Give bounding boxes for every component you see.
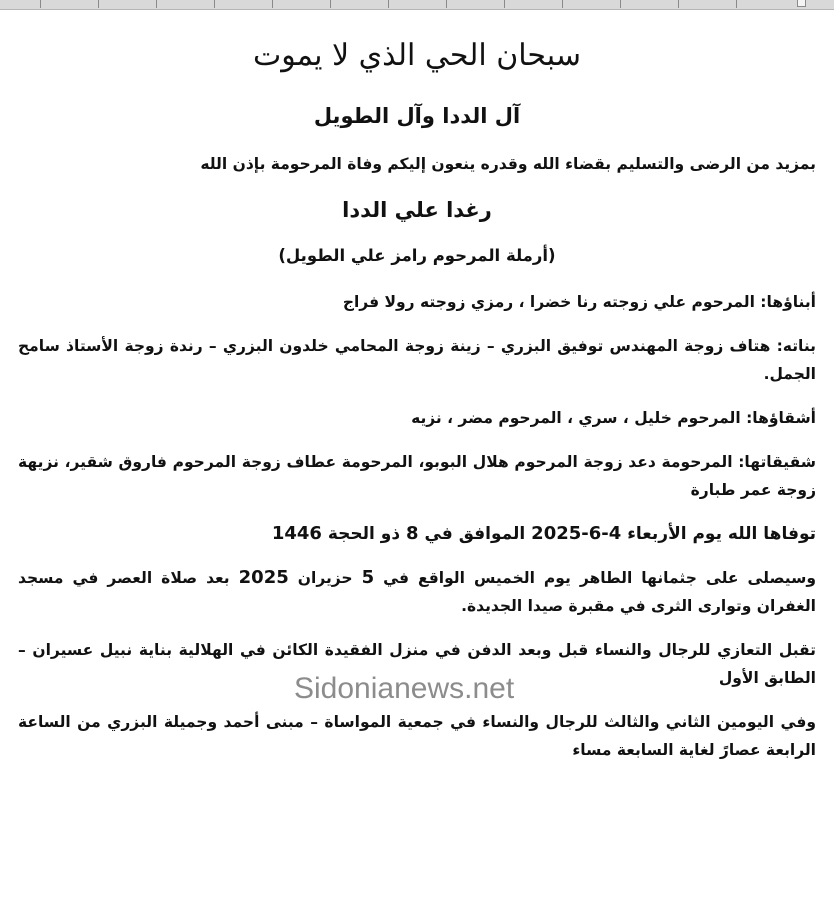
site-watermark: Sidonianews.net: [294, 672, 515, 705]
ruler-tick: [156, 0, 157, 8]
death-date-hijri-year: 1446: [271, 523, 322, 544]
intro-line: بمزيد من الرضى والتسليم بقضاء الله وقدره ينعون إليكم وفاة المرحومة بإذن الله: [200, 155, 816, 173]
ruler-tick: [446, 0, 447, 8]
sons-paragraph: أبناؤها: المرحوم علي زوجته رنا خضرا ، رمزي زوجته رولا فراج: [342, 293, 816, 311]
funeral-day: 5: [361, 567, 375, 588]
death-date-hijri-day: 8: [406, 523, 419, 544]
funeral-paragraph: [18, 564, 816, 620]
brothers-paragraph: أشقاؤها: المرحوم خليل ، سري ، المرحوم مضر ، نزيه: [411, 409, 816, 427]
ruler-tick: [504, 0, 505, 8]
sisters-paragraph: شقيقاتها: المرحومة دعد زوجة المرحوم هلال البوبو، المرحومة عطاف زوجة المرحوم فاروق شقير، نزيهة زوجة عمر طبارة: [18, 453, 816, 499]
death-date-hijri-month: ذو الحجة: [321, 524, 406, 544]
ruler-bar: [0, 0, 834, 10]
death-date-paragraph: [18, 520, 816, 548]
ruler-tick: [330, 0, 331, 8]
condolences-block: [18, 636, 816, 705]
ruler-tick: [214, 0, 215, 8]
indent-marker-icon[interactable]: [797, 0, 806, 7]
condolences-paragraph-2: وفي اليومين الثاني والثالث للرجال والنساء في جمعية المواساة – مبنى أحمد وجميلة البزري من الساعة الرابعة عصارً لغاية السابعة مساء: [18, 713, 816, 759]
ruler-tick: [736, 0, 737, 8]
funeral-month: حزيران: [288, 569, 362, 587]
daughters-paragraph: بناته: هتاف زوجة المهندس توفيق البزري – زينة زوجة المحامي خلدون البزري – رندة زوجة الأستاذ سامح الجمل.: [18, 337, 816, 383]
death-date-middle: الموافق في: [418, 524, 532, 544]
condolences-paragraph-1: تقبل التعازي للرجال والنساء قبل وبعد الدفن في منزل الفقيدة الكائن في الهلالية بناية نبيل عسيران – الطابق الأول: [18, 641, 816, 687]
ruler-tick: [388, 0, 389, 8]
obituary-document: [18, 30, 816, 780]
ruler-tick: [678, 0, 679, 8]
ruler-tick: [98, 0, 99, 8]
funeral-suffix: بعد صلاة العصر في مسجد الغفران وتوارى الثرى في مقبرة صيدا الجديدة.: [18, 569, 816, 615]
ruler-tick: [272, 0, 273, 8]
death-date-prefix: توفاها الله يوم الأربعاء: [621, 524, 816, 544]
death-date-gregorian: 4-6-2025: [531, 523, 622, 544]
ruler-tick: [620, 0, 621, 8]
funeral-prefix: وسيصلى على جثمانها الطاهر يوم الخميس الواقع في: [374, 569, 816, 587]
document-heading: سبحان الحي الذي لا يموت: [253, 38, 581, 73]
funeral-year: 2025: [238, 567, 289, 588]
deceased-name: رغدا علي الددا: [342, 198, 492, 222]
ruler-tick: [562, 0, 563, 8]
widow-of-line: (أرملة المرحوم رامز علي الطويل): [278, 246, 556, 265]
ruler-tick: [40, 0, 41, 8]
family-names: آل الددا وآل الطويل: [313, 104, 521, 128]
